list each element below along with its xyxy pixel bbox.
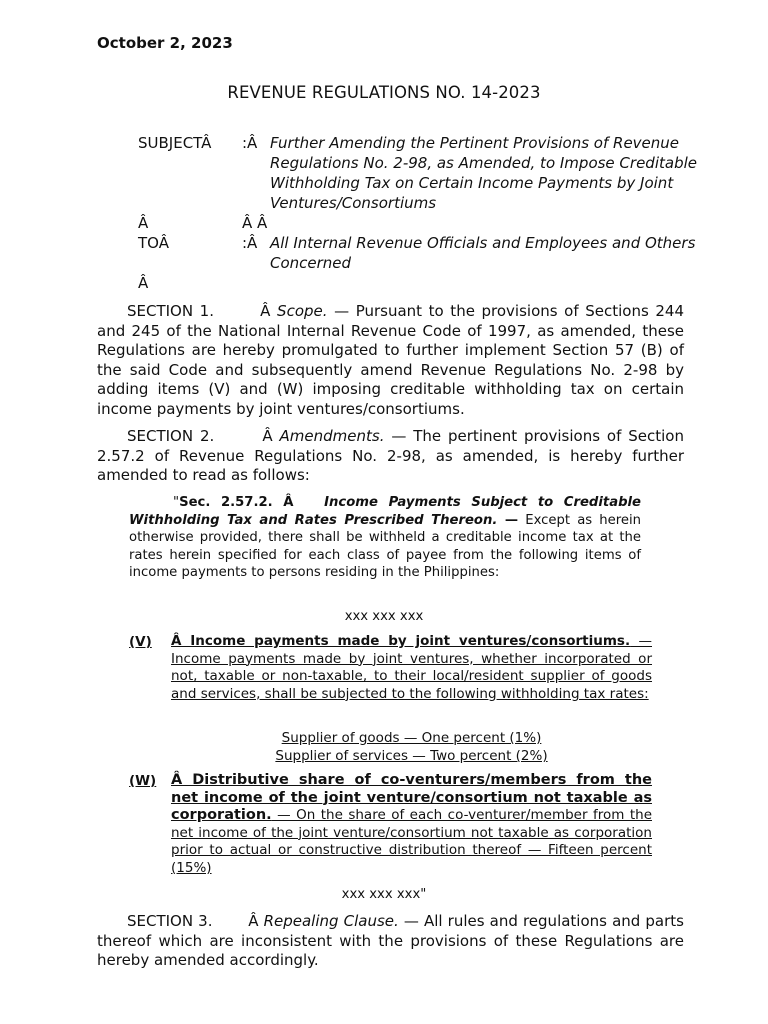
- document-title: REVENUE REGULATIONS NO. 14-2023: [227, 83, 541, 102]
- item-v-text: — Income payments made by joint ventures, whether incorporated or not, taxable or non-taxable, to their local/resident supplier of goods and services, shall be subjected to the following withholding tax rates:: [171, 633, 652, 702]
- section-1-text: — Pursuant to the provisions of Sections 244 and 245 of the National Internal Revenue Code of 1997, as amended, these Regulations are hereby promulgated to further implement Section 57 (B) of the said Code and subsequently amend Revenue Regulations No. 2-98 by adding items (V) and (W) imposing creditable withholding tax on certain income payments by joint ventures/consortiums.: [97, 302, 684, 418]
- section-2-paragraph: [97, 427, 684, 486]
- quoted-section-2-57-2: [129, 494, 641, 582]
- section-1-lead: SECTION 1.: [127, 302, 214, 320]
- item-v-heading: Â Income payments made by joint ventures/consortiums.: [171, 633, 631, 649]
- section-2-heading: Amendments.: [279, 427, 385, 445]
- spacer-colon: Â Â: [242, 214, 268, 232]
- quote-text: Except as herein otherwise provided, there shall be withheld a creditable income tax at the rates herein specified for each class of payee from the following items of income payments to persons residing in the Philippines:: [129, 512, 642, 581]
- rate-goods: Supplier of goods — One percent (1%): [281, 730, 542, 746]
- spacer-label: Â: [138, 214, 149, 232]
- section-3-text: — All rules and regulations and parts thereof which are inconsistent with the provisions of these Regulations are hereby amended accordingly.: [97, 912, 684, 970]
- stray-character: Â: [138, 274, 149, 292]
- quote-heading: Income Payments Subject to Creditable Withholding Tax and Rates Prescribed Thereon.: [129, 495, 642, 528]
- item-w-label: (W): [129, 773, 157, 789]
- to-row: [138, 233, 700, 273]
- section-3-lead: SECTION 3.: [127, 912, 213, 930]
- section-3-heading: Repealing Clause.: [263, 912, 399, 930]
- quote-open-mark: ": [173, 495, 180, 510]
- subject-text: Further Amending the Pertinent Provisions of Revenue Regulations No. 2-98, as Amended, to Impose Creditable Withholding Tax on Certain Income Payments by Joint Ventures/Consortiums: [270, 134, 697, 212]
- section-2-text: — The pertinent provisions of Section 2.57.2 of Revenue Regulations No. 2-98, as amended, is hereby further amended to read as follows:: [97, 427, 684, 485]
- item-v-rates: [171, 729, 652, 765]
- subject-row: [138, 133, 700, 213]
- item-w-body: [171, 772, 652, 878]
- spacer-row: [138, 213, 700, 233]
- omission-marker-1: xxx xxx xxx: [344, 609, 424, 624]
- section-1-heading: Scope.: [277, 302, 328, 320]
- item-w-heading: Â Distributive share of co-venturers/members from the net income of the joint venture/consortium not taxable as corporation.: [171, 772, 652, 824]
- omission-marker-2: xxx xxx xxx": [341, 887, 427, 902]
- item-v-body: [171, 633, 652, 703]
- item-w-text: — On the share of each co-venturer/member from the net income of the joint venture/consortium not taxable as corporation prior to actual or constructive distribution thereof — Fifteen percent (15%): [171, 807, 652, 876]
- document-date: October 2, 2023: [97, 34, 233, 52]
- to-colon: :Â: [242, 234, 258, 252]
- item-v-label: (V): [129, 634, 152, 650]
- section-3-paragraph: [97, 912, 684, 971]
- section-2-stray: Â: [262, 427, 273, 445]
- to-text: All Internal Revenue Officials and Employees and Others Concerned: [270, 234, 696, 272]
- section-2-lead: SECTION 2.: [127, 427, 215, 445]
- section-1-stray: Â: [260, 302, 271, 320]
- section-1-paragraph: [97, 302, 684, 420]
- rate-services: Supplier of services — Two percent (2%): [275, 748, 548, 764]
- to-label: TOÂ: [138, 234, 169, 252]
- subject-colon: :Â: [242, 134, 258, 152]
- quote-section-number: Sec. 2.57.2. Â: [179, 495, 294, 510]
- header-block: [138, 133, 700, 273]
- subject-label: SUBJECTÂ: [138, 134, 212, 152]
- quote-dash: —: [497, 512, 519, 528]
- section-3-stray: Â: [248, 912, 259, 930]
